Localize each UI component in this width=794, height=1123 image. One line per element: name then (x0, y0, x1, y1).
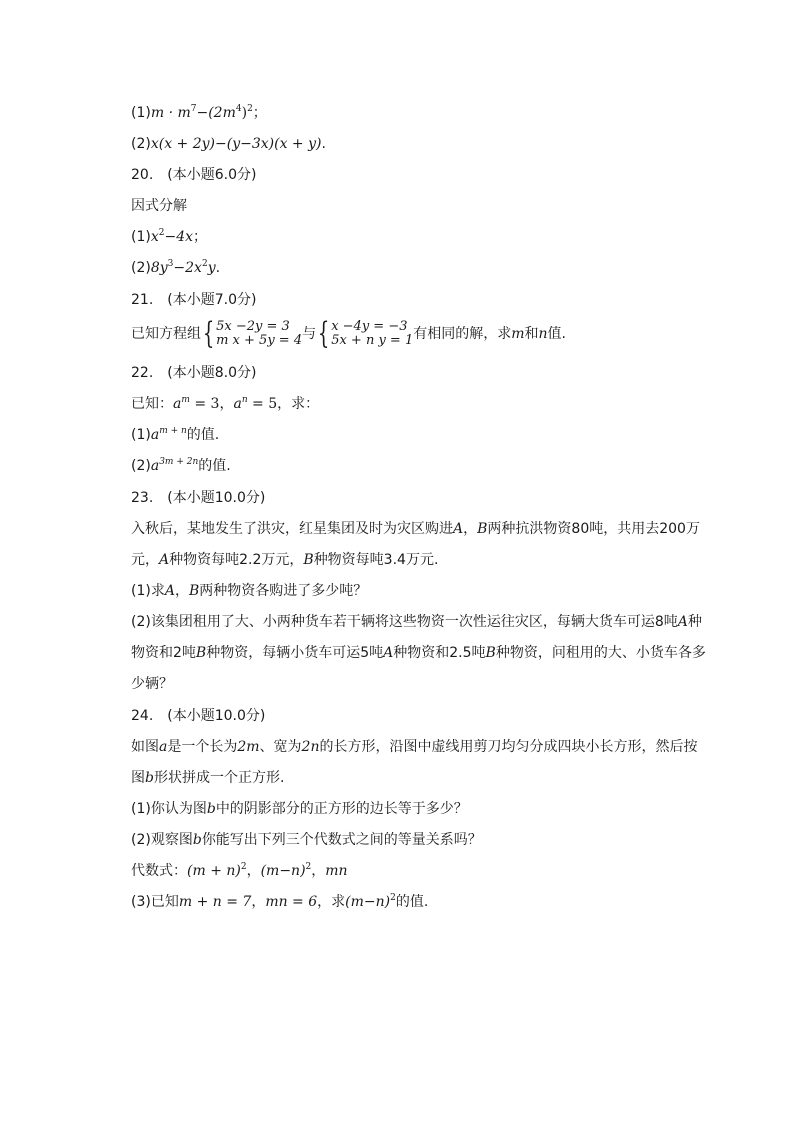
q24-alg-2-exp: 2 (305, 862, 312, 872)
q24-p3-b: ， (251, 894, 266, 910)
q20-p2-label: (2) (131, 260, 151, 276)
q23-p2-l1-b: 种 (687, 614, 702, 630)
q21-var-m: m (511, 326, 525, 342)
q22-header: 22. (本小题8.0分) (131, 365, 257, 381)
q20-p2-a: 8y (150, 260, 168, 276)
q24-p3-c: ，求 (317, 894, 346, 910)
q21-suffix-a: 有相同的解，求 (413, 326, 512, 342)
q23-l1-B: B (477, 521, 488, 537)
q24-l2-fb: b (145, 770, 154, 786)
q19-p1-close: ) (241, 105, 248, 121)
q23-part2-line3: 少辆？ (131, 676, 173, 692)
q24-p1-a: (1)你认为图 (131, 801, 207, 817)
q23-p2-l2-B: B (195, 645, 207, 661)
q24-l1-c: 、宽为 (259, 739, 302, 755)
q23-line2 (131, 550, 438, 570)
q21-system-2 (316, 316, 414, 351)
q22-part2 (131, 456, 231, 476)
q19-p2-expr: x(x + 2y)−(y−3x)(x + y) (150, 136, 322, 152)
q23-l2-A: A (159, 552, 170, 568)
q24-l1-2n: 2n (301, 739, 320, 755)
q22-given (131, 394, 319, 414)
q22-p1-label: (1) (131, 427, 151, 443)
q24-l2-a: 图 (131, 770, 145, 786)
q19-p1-mid: −(2m (196, 105, 236, 121)
q23-p2-l2-c: 种物资和2.5吨 (393, 645, 486, 661)
q23-l2-B: B (303, 552, 314, 568)
q19-p2-end: . (321, 136, 326, 152)
q23-l1-c: 两种抗洪物资80吨，共用去200万 (487, 521, 700, 537)
q23-p2-l2-A: A (383, 645, 394, 661)
q19-p2-label: (2) (131, 136, 151, 152)
q24-p3-e3: (m−n) (345, 894, 391, 910)
q20-prompt: 因式分解 (131, 198, 187, 214)
q24-alg-1: (m + n) (187, 863, 241, 879)
q19-p1-exp3: 2 (247, 104, 253, 114)
q20-p1-a: x (150, 229, 159, 245)
q24-p3-exp: 2 (390, 893, 396, 903)
q23-p2-l1-A: A (677, 614, 688, 630)
q22-p1-exp: m + n (159, 426, 187, 436)
q24-part2 (131, 830, 482, 850)
q24-l1-2m: 2m (237, 739, 260, 755)
brace-icon: { (317, 316, 330, 351)
q24-p2-a: (2)观察图 (131, 832, 193, 848)
q24-p1-fb: b (206, 801, 216, 817)
q23-p1-a: (1)求 (131, 583, 165, 599)
q23-l2-a: 元， (131, 552, 159, 568)
q24-p3-e1: m + n = 7 (178, 894, 252, 910)
q24-l1-a: 如图 (131, 739, 159, 755)
q22-p2-exp: 3m + 2n (159, 457, 199, 467)
q23-l1-A: A (453, 521, 464, 537)
q20-part2 (131, 258, 220, 278)
q22-p1-base: a (150, 427, 160, 443)
q19-p1-exp2: 4 (235, 104, 242, 114)
q21-sys1-eq1: 5x −2y = 3 (216, 319, 290, 334)
q22-p2-end: 的值. (198, 458, 231, 474)
q19-p1-exp1: 7 (190, 104, 197, 114)
q23-p2-l2-B2: B (485, 645, 496, 661)
q20-p2-exp2: 2 (201, 259, 208, 269)
q20-p2-b: −2x (173, 260, 202, 276)
q24-alg-sep1: ， (246, 863, 261, 879)
q20-p1-label: (1) (131, 229, 151, 245)
q22-an-exp: n (241, 395, 248, 405)
q24-expressions (131, 861, 348, 881)
q24-alg-3: mn (325, 863, 348, 879)
q21-sys2-eq1: x −4y = −3 (331, 319, 408, 334)
q23-l1-a: 入秋后，某地发生了洪灾，红星集团及时为灾区购进 (131, 521, 453, 537)
q19-part1 (131, 103, 267, 123)
q23-p2-l1-a: (2)该集团租用了大、小两种货车若干辆将这些物资一次性运往灾区，每辆大货车可运8吨 (131, 614, 678, 630)
q19-part2 (131, 134, 326, 154)
q23-p1-c: 两种物资各购进了多少吨？ (199, 583, 368, 599)
q24-alg-label: 代数式： (131, 863, 187, 879)
q24-header: 24. (本小题10.0分) (131, 708, 266, 724)
q23-part2-line2 (131, 643, 706, 663)
q20-p2-end: . (215, 260, 221, 276)
q23-p2-l2-b: 种物资，每辆小货车可运5吨 (206, 645, 384, 661)
q24-l1-fa: a (159, 739, 168, 755)
q21-suffix-c: 值. (547, 326, 566, 342)
q21-suffix-b: 和 (524, 326, 539, 342)
q24-l2-b: 形状拼成一个正方形. (153, 770, 285, 786)
q24-line2 (131, 768, 284, 788)
q24-part1 (131, 799, 468, 819)
q22-p1-end: 的值. (186, 427, 220, 443)
q20-part1 (131, 227, 207, 247)
q20-p2-c: y (207, 260, 216, 276)
q24-alg-2: (m−n) (260, 863, 306, 879)
q23-part1 (131, 581, 367, 601)
q24-p2-b: 你能写出下列三个代数式之间的等量关系吗？ (201, 832, 482, 848)
q22-part1 (131, 425, 219, 445)
q20-p2-exp1: 3 (167, 259, 174, 269)
q19-p1-expr: m · m (150, 105, 191, 121)
q20-p1-exp: 2 (158, 228, 165, 238)
q24-p1-b: 中的阴影部分的正方形的边长等于多少？ (215, 801, 468, 817)
q22-p2-base: a (150, 458, 160, 474)
q24-l1-b: 是一个长为 (167, 739, 238, 755)
q24-p3-a: (3)已知 (131, 894, 179, 910)
q23-part2-line1 (131, 612, 702, 632)
q24-part3 (131, 892, 428, 912)
q21-system-1 (201, 316, 303, 351)
q23-p1-B: B (188, 583, 200, 599)
q22-given-a: 已知： (131, 396, 173, 412)
q20-p1-b: −4x (164, 229, 194, 245)
q19-p1-label: (1) (131, 105, 151, 121)
q20-header: 20. (本小题6.0分) (131, 167, 257, 183)
q23-l1-b: ， (463, 521, 478, 537)
q21-mid: 与 (302, 326, 317, 342)
q22-am-exp: m (181, 395, 190, 405)
q24-p3-d: 的值. (395, 894, 429, 910)
q23-line1 (131, 519, 700, 539)
q22-am-val: = 3， (189, 396, 234, 412)
q22-am-base: a (173, 396, 182, 412)
q23-l2-b: 种物资每吨2.2万元， (169, 552, 304, 568)
q21-header: 21. (本小题7.0分) (131, 292, 257, 308)
q22-an-val: = 5，求： (247, 396, 320, 412)
q21-sys1-eq2: m x + 5y = 4 (216, 333, 303, 348)
q22-p2-label: (2) (131, 458, 151, 474)
q24-alg-1-exp: 2 (240, 862, 247, 872)
brace-icon: { (202, 316, 215, 351)
q23-p1-b: ， (174, 583, 189, 599)
q19-p1-end: ； (252, 105, 267, 121)
q24-line1 (131, 737, 697, 757)
q24-alg-sep2: ， (311, 863, 326, 879)
q23-p1-A: A (164, 583, 175, 599)
q24-l1-d: 的长方形，沿图中虚线用剪刀均匀分成四块小长方形，然后按 (319, 739, 698, 755)
q21-sys2-eq2: 5x + n y = 1 (331, 333, 414, 348)
q23-p2-l2-d: 种物资，问租用的大、小货车各多 (495, 645, 706, 661)
q22-an-base: a (233, 396, 242, 412)
q20-p1-end: ； (193, 229, 208, 245)
q21-prefix: 已知方程组 (131, 326, 201, 342)
q24-p2-fb: b (192, 832, 202, 848)
q23-header: 23. (本小题10.0分) (131, 490, 266, 506)
q23-p2-l2-a: 物资和2吨 (131, 645, 196, 661)
q23-l2-c: 种物资每吨3.4万元. (313, 552, 439, 568)
q24-p3-e2: mn = 6 (265, 894, 318, 910)
q21-body (131, 318, 566, 350)
q21-var-n: n (538, 326, 548, 342)
